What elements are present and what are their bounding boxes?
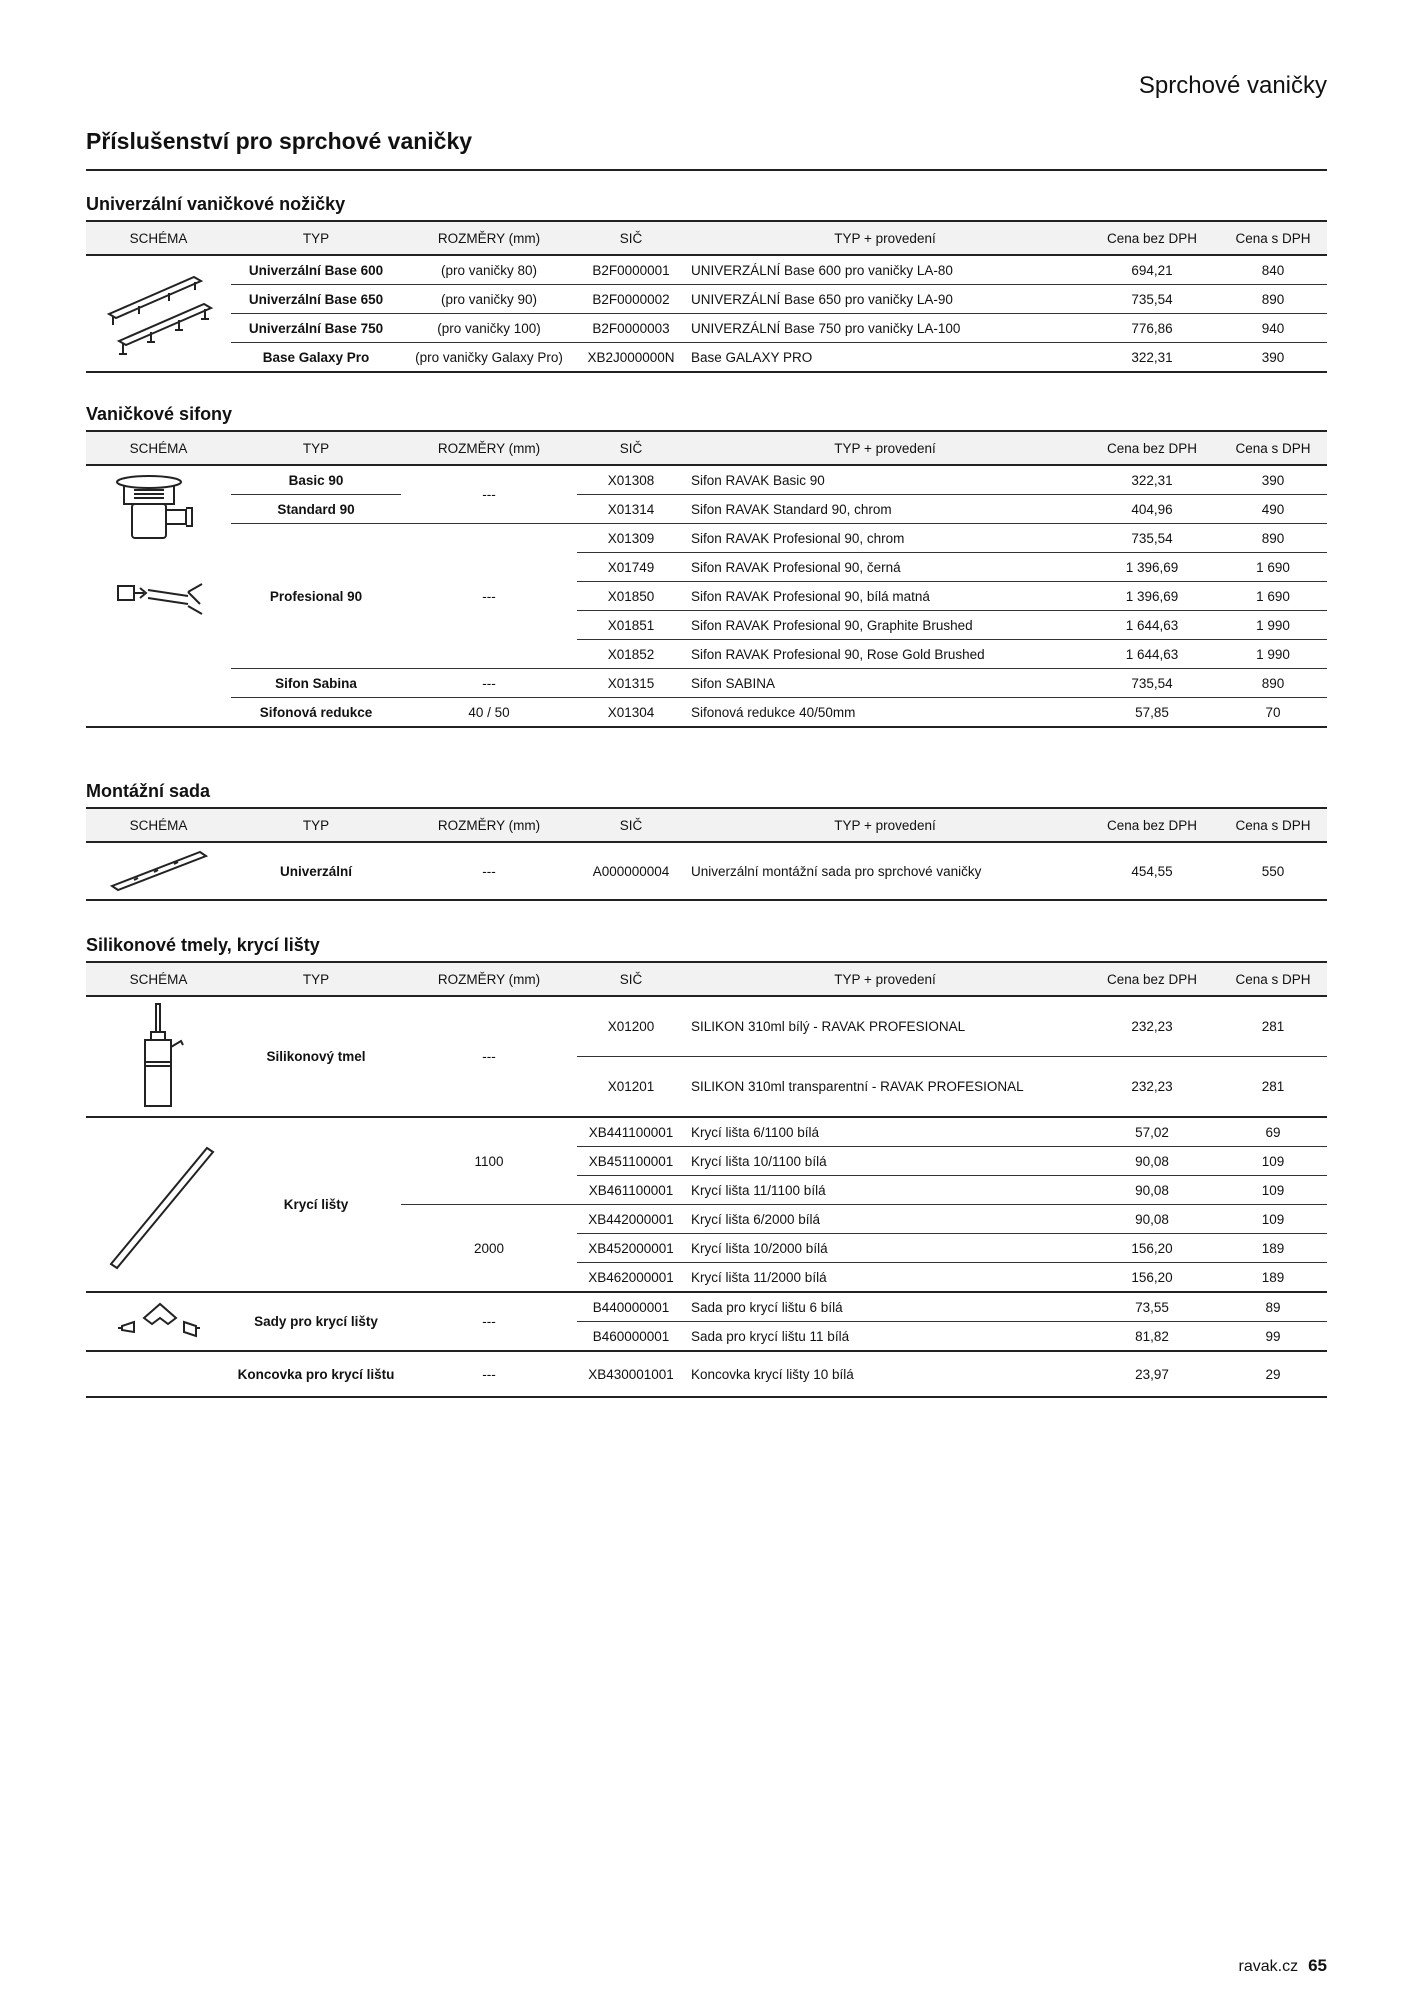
desc-cell: Sifon RAVAK Profesional 90, chrom <box>685 524 1085 553</box>
price-ex-vat: 735,54 <box>1085 285 1219 314</box>
desc-cell: UNIVERZÁLNÍ Base 600 pro vaničky LA-80 <box>685 255 1085 285</box>
price-ex-vat: 1 644,63 <box>1085 640 1219 669</box>
price-ex-vat: 90,08 <box>1085 1205 1219 1234</box>
silicone-illustration <box>86 996 231 1117</box>
sic-cell: B440000001 <box>577 1292 685 1322</box>
sic-cell: B2F0000002 <box>577 285 685 314</box>
section-siphons <box>86 400 1327 728</box>
table-row <box>86 495 1327 524</box>
desc-cell: Sifon SABINA <box>685 669 1085 698</box>
cover-strip-icon <box>99 1140 219 1270</box>
desc-cell: Sada pro krycí lištu 6 bílá <box>685 1292 1085 1322</box>
desc-cell: Krycí lišta 6/2000 bílá <box>685 1205 1085 1234</box>
strip-kit-illustration <box>86 1292 231 1351</box>
price-ex-vat: 694,21 <box>1085 255 1219 285</box>
rozmery-cell: --- <box>401 996 577 1117</box>
sic-cell: XB430001001 <box>577 1351 685 1397</box>
price-inc-vat: 490 <box>1219 495 1327 524</box>
typ-cell: Silikonový tmel <box>231 996 401 1117</box>
mounting-illustration <box>86 842 231 900</box>
col-rozmery: ROZMĚRY (mm) <box>401 962 577 996</box>
table-header <box>86 221 1327 255</box>
typ-cell: Univerzální <box>231 842 401 900</box>
feet-illustration <box>86 255 231 372</box>
silicone-tube-icon <box>129 1002 189 1112</box>
table-row <box>86 1351 1327 1397</box>
rozmery-cell: --- <box>401 842 577 900</box>
section-silicones <box>86 931 1327 1398</box>
desc-cell: Krycí lišta 11/1100 bílá <box>685 1176 1085 1205</box>
sic-cell: XB2J000000N <box>577 343 685 373</box>
mounting-kit-icon <box>104 846 214 896</box>
col-rozmery: ROZMĚRY (mm) <box>401 808 577 842</box>
feet-icon <box>99 269 219 359</box>
rozmery-cell: (pro vaničky Galaxy Pro) <box>401 343 577 373</box>
strip-kit-icon <box>104 1300 214 1344</box>
price-inc-vat: 109 <box>1219 1205 1327 1234</box>
sic-cell: X01851 <box>577 611 685 640</box>
typ-cell: Profesional 90 <box>231 524 401 669</box>
col-cena-bez: Cena bez DPH <box>1085 962 1219 996</box>
price-inc-vat: 69 <box>1219 1117 1327 1147</box>
price-inc-vat: 99 <box>1219 1322 1327 1352</box>
siphons-table <box>86 430 1327 728</box>
rozmery-cell: 1100 <box>401 1117 577 1205</box>
price-inc-vat: 109 <box>1219 1147 1327 1176</box>
price-ex-vat: 23,97 <box>1085 1351 1219 1397</box>
desc-cell: Krycí lišta 11/2000 bílá <box>685 1263 1085 1293</box>
typ-cell: Sifon Sabina <box>231 669 401 698</box>
price-ex-vat: 1 396,69 <box>1085 582 1219 611</box>
col-provedeni: TYP + provedení <box>685 431 1085 465</box>
rozmery-cell: --- <box>401 465 577 524</box>
price-ex-vat: 90,08 <box>1085 1147 1219 1176</box>
col-cena-bez: Cena bez DPH <box>1085 808 1219 842</box>
desc-cell: SILIKON 310ml bílý - RAVAK PROFESIONAL <box>685 996 1085 1057</box>
desc-cell: SILIKON 310ml transparentní - RAVAK PROFESIONAL <box>685 1057 1085 1118</box>
price-inc-vat: 1 690 <box>1219 582 1327 611</box>
siphon-profesional-icon <box>104 570 214 620</box>
section-title: Silikonové tmely, krycí lišty <box>86 935 320 955</box>
col-cena-bez: Cena bez DPH <box>1085 221 1219 255</box>
table-header <box>86 808 1327 842</box>
price-ex-vat: 57,85 <box>1085 698 1219 728</box>
page-title: Příslušenství pro sprchové vaničky <box>86 128 473 154</box>
page-header: Sprchové vaničky <box>1138 72 1327 99</box>
sic-cell: B460000001 <box>577 1322 685 1352</box>
col-cena-s: Cena s DPH <box>1219 962 1327 996</box>
col-typ: TYP <box>231 431 401 465</box>
price-ex-vat: 232,23 <box>1085 996 1219 1057</box>
page-number: 65 <box>1308 1956 1327 1975</box>
price-ex-vat: 1 644,63 <box>1085 611 1219 640</box>
desc-cell: Sifon RAVAK Profesional 90, Rose Gold Brushed <box>685 640 1085 669</box>
col-schema: SCHÉMA <box>86 431 231 465</box>
price-ex-vat: 156,20 <box>1085 1234 1219 1263</box>
table-row <box>86 1117 1327 1147</box>
sic-cell: X01309 <box>577 524 685 553</box>
price-ex-vat: 322,31 <box>1085 343 1219 373</box>
rozmery-cell: (pro vaničky 90) <box>401 285 577 314</box>
price-inc-vat: 390 <box>1219 465 1327 495</box>
siphon-icon <box>104 472 214 552</box>
rozmery-cell: 40 / 50 <box>401 698 577 728</box>
sic-cell: XB452000001 <box>577 1234 685 1263</box>
price-ex-vat: 73,55 <box>1085 1292 1219 1322</box>
table-row <box>86 842 1327 900</box>
rozmery-cell: --- <box>401 669 577 698</box>
sic-cell: XB442000001 <box>577 1205 685 1234</box>
sic-cell: X01315 <box>577 669 685 698</box>
price-ex-vat: 156,20 <box>1085 1263 1219 1293</box>
feet-table <box>86 220 1327 373</box>
sic-cell: X01850 <box>577 582 685 611</box>
col-provedeni: TYP + provedení <box>685 808 1085 842</box>
desc-cell: Koncovka krycí lišty 10 bílá <box>685 1351 1085 1397</box>
price-inc-vat: 29 <box>1219 1351 1327 1397</box>
section-title: Montážní sada <box>86 781 211 801</box>
sic-cell: A000000004 <box>577 842 685 900</box>
sic-cell: X01304 <box>577 698 685 728</box>
table-header <box>86 962 1327 996</box>
col-typ: TYP <box>231 808 401 842</box>
table-header <box>86 431 1327 465</box>
table-row <box>86 996 1327 1057</box>
price-ex-vat: 90,08 <box>1085 1176 1219 1205</box>
rozmery-cell: (pro vaničky 80) <box>401 255 577 285</box>
price-inc-vat: 1 990 <box>1219 640 1327 669</box>
end-cap-illustration <box>86 1351 231 1397</box>
sic-cell: X01308 <box>577 465 685 495</box>
desc-cell: Sifon RAVAK Profesional 90, Graphite Brushed <box>685 611 1085 640</box>
cover-strip-illustration <box>86 1117 231 1292</box>
desc-cell: Sifon RAVAK Standard 90, chrom <box>685 495 1085 524</box>
price-inc-vat: 1 990 <box>1219 611 1327 640</box>
table-row <box>86 314 1327 343</box>
price-inc-vat: 281 <box>1219 1057 1327 1118</box>
price-ex-vat: 776,86 <box>1085 314 1219 343</box>
desc-cell: Krycí lišta 10/1100 bílá <box>685 1147 1085 1176</box>
desc-cell: Krycí lišta 6/1100 bílá <box>685 1117 1085 1147</box>
table-row <box>86 1292 1327 1322</box>
typ-cell: Univerzální Base 750 <box>231 314 401 343</box>
desc-cell: Krycí lišta 10/2000 bílá <box>685 1234 1085 1263</box>
typ-cell: Sifonová redukce <box>231 698 401 728</box>
section-title: Univerzální vaničkové nožičky <box>86 194 346 214</box>
col-typ: TYP <box>231 221 401 255</box>
price-inc-vat: 189 <box>1219 1234 1327 1263</box>
col-sic: SIČ <box>577 221 685 255</box>
price-inc-vat: 1 690 <box>1219 553 1327 582</box>
table-row <box>86 285 1327 314</box>
mounting-table <box>86 807 1327 901</box>
sic-cell: XB451100001 <box>577 1147 685 1176</box>
rozmery-cell: --- <box>401 1292 577 1351</box>
col-cena-s: Cena s DPH <box>1219 221 1327 255</box>
sic-cell: X01749 <box>577 553 685 582</box>
title-divider <box>86 169 1327 171</box>
sic-cell: XB461100001 <box>577 1176 685 1205</box>
typ-cell: Univerzální Base 600 <box>231 255 401 285</box>
typ-cell: Univerzální Base 650 <box>231 285 401 314</box>
desc-cell: Sifonová redukce 40/50mm <box>685 698 1085 728</box>
price-inc-vat: 281 <box>1219 996 1327 1057</box>
col-typ: TYP <box>231 962 401 996</box>
price-inc-vat: 70 <box>1219 698 1327 728</box>
col-cena-bez: Cena bez DPH <box>1085 431 1219 465</box>
typ-cell: Standard 90 <box>231 495 401 524</box>
sic-cell: XB462000001 <box>577 1263 685 1293</box>
typ-cell: Basic 90 <box>231 465 401 495</box>
typ-cell: Krycí lišty <box>231 1117 401 1292</box>
sic-cell: B2F0000003 <box>577 314 685 343</box>
price-ex-vat: 735,54 <box>1085 669 1219 698</box>
desc-cell: UNIVERZÁLNÍ Base 650 pro vaničky LA-90 <box>685 285 1085 314</box>
price-inc-vat: 890 <box>1219 524 1327 553</box>
desc-cell: Sifon RAVAK Profesional 90, černá <box>685 553 1085 582</box>
price-inc-vat: 390 <box>1219 343 1327 373</box>
sic-cell: X01201 <box>577 1057 685 1118</box>
table-row <box>86 465 1327 495</box>
rozmery-cell: 2000 <box>401 1205 577 1293</box>
price-ex-vat: 232,23 <box>1085 1057 1219 1118</box>
desc-cell: Sada pro krycí lištu 11 bílá <box>685 1322 1085 1352</box>
sic-cell: XB441100001 <box>577 1117 685 1147</box>
price-ex-vat: 404,96 <box>1085 495 1219 524</box>
col-rozmery: ROZMĚRY (mm) <box>401 431 577 465</box>
col-schema: SCHÉMA <box>86 962 231 996</box>
section-feet <box>86 190 1327 373</box>
desc-cell: Sifon RAVAK Profesional 90, bílá matná <box>685 582 1085 611</box>
price-inc-vat: 840 <box>1219 255 1327 285</box>
price-inc-vat: 109 <box>1219 1176 1327 1205</box>
price-ex-vat: 735,54 <box>1085 524 1219 553</box>
table-row <box>86 255 1327 285</box>
col-sic: SIČ <box>577 962 685 996</box>
price-inc-vat: 89 <box>1219 1292 1327 1322</box>
typ-cell: Sady pro krycí lišty <box>231 1292 401 1351</box>
price-inc-vat: 189 <box>1219 1263 1327 1293</box>
col-rozmery: ROZMĚRY (mm) <box>401 221 577 255</box>
footer-site: ravak.cz <box>1238 1958 1299 1975</box>
silicones-table <box>86 961 1327 1398</box>
sic-cell: X01852 <box>577 640 685 669</box>
col-schema: SCHÉMA <box>86 808 231 842</box>
col-sic: SIČ <box>577 431 685 465</box>
desc-cell: Univerzální montážní sada pro sprchové vaničky <box>685 842 1085 900</box>
sic-cell: X01314 <box>577 495 685 524</box>
price-ex-vat: 1 396,69 <box>1085 553 1219 582</box>
table-row <box>86 669 1327 698</box>
col-sic: SIČ <box>577 808 685 842</box>
desc-cell: UNIVERZÁLNÍ Base 750 pro vaničky LA-100 <box>685 314 1085 343</box>
price-inc-vat: 890 <box>1219 669 1327 698</box>
page-footer <box>1239 1956 1328 1976</box>
sic-cell: X01200 <box>577 996 685 1057</box>
section-mounting <box>86 777 1327 901</box>
desc-cell: Sifon RAVAK Basic 90 <box>685 465 1085 495</box>
col-provedeni: TYP + provedení <box>685 221 1085 255</box>
rozmery-cell: --- <box>401 1351 577 1397</box>
typ-cell: Base Galaxy Pro <box>231 343 401 373</box>
rozmery-cell: --- <box>401 524 577 669</box>
col-cena-s: Cena s DPH <box>1219 431 1327 465</box>
price-ex-vat: 322,31 <box>1085 465 1219 495</box>
col-provedeni: TYP + provedení <box>685 962 1085 996</box>
siphon-illustration <box>86 465 231 727</box>
col-cena-s: Cena s DPH <box>1219 808 1327 842</box>
sic-cell: B2F0000001 <box>577 255 685 285</box>
price-ex-vat: 81,82 <box>1085 1322 1219 1352</box>
col-schema: SCHÉMA <box>86 221 231 255</box>
price-ex-vat: 454,55 <box>1085 842 1219 900</box>
table-row <box>86 698 1327 728</box>
rozmery-cell: (pro vaničky 100) <box>401 314 577 343</box>
price-inc-vat: 550 <box>1219 842 1327 900</box>
price-inc-vat: 890 <box>1219 285 1327 314</box>
price-ex-vat: 57,02 <box>1085 1117 1219 1147</box>
section-title: Vaničkové sifony <box>86 404 233 424</box>
desc-cell: Base GALAXY PRO <box>685 343 1085 373</box>
typ-cell: Koncovka pro krycí lištu <box>231 1351 401 1397</box>
price-inc-vat: 940 <box>1219 314 1327 343</box>
table-row <box>86 343 1327 373</box>
table-row <box>86 524 1327 553</box>
